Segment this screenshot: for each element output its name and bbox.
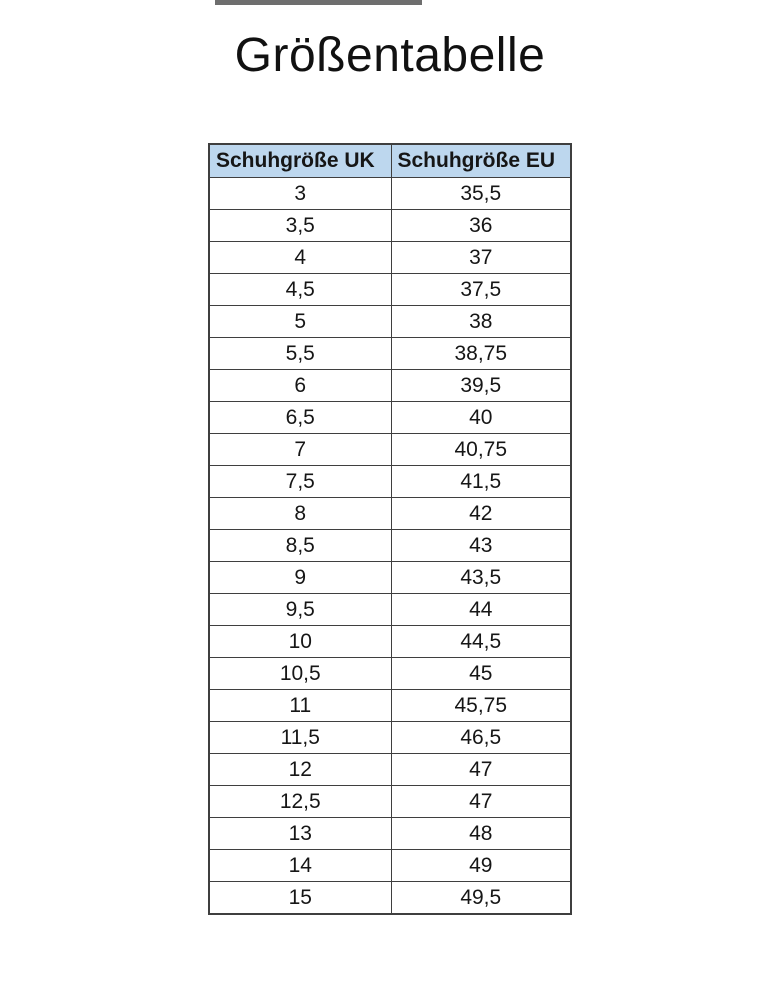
table-cell: 9,5 xyxy=(209,594,391,626)
table-row xyxy=(209,498,571,530)
table-row xyxy=(209,722,571,754)
table-row xyxy=(209,402,571,434)
table-row xyxy=(209,338,571,370)
table-cell: 8 xyxy=(209,498,391,530)
table-row xyxy=(209,690,571,722)
table-cell: 15 xyxy=(209,882,391,915)
table-row xyxy=(209,434,571,466)
table-cell: 14 xyxy=(209,850,391,882)
table-cell: 44 xyxy=(391,594,571,626)
table-cell: 39,5 xyxy=(391,370,571,402)
table-row xyxy=(209,786,571,818)
table-row xyxy=(209,530,571,562)
table-cell: 49,5 xyxy=(391,882,571,915)
table-cell: 5,5 xyxy=(209,338,391,370)
table-cell: 7,5 xyxy=(209,466,391,498)
table-cell: 13 xyxy=(209,818,391,850)
table-cell: 48 xyxy=(391,818,571,850)
table-cell: 35,5 xyxy=(391,178,571,210)
table-body xyxy=(209,178,571,915)
table-row xyxy=(209,850,571,882)
table-cell: 38 xyxy=(391,306,571,338)
table-cell: 12,5 xyxy=(209,786,391,818)
cut-off-top-element xyxy=(215,0,422,5)
table-cell: 43,5 xyxy=(391,562,571,594)
table-row xyxy=(209,370,571,402)
table-header-row xyxy=(209,144,571,178)
table-cell: 37 xyxy=(391,242,571,274)
table-row xyxy=(209,818,571,850)
table-row xyxy=(209,562,571,594)
table-cell: 4 xyxy=(209,242,391,274)
page-title: Größentabelle xyxy=(234,29,546,82)
table-cell: 43 xyxy=(391,530,571,562)
table-row xyxy=(209,594,571,626)
table-row xyxy=(209,210,571,242)
table-row xyxy=(209,466,571,498)
table-cell: 42 xyxy=(391,498,571,530)
table-row xyxy=(209,754,571,786)
table-cell: 46,5 xyxy=(391,722,571,754)
table-row xyxy=(209,658,571,690)
table-cell: 37,5 xyxy=(391,274,571,306)
table-cell: 49 xyxy=(391,850,571,882)
table-cell: 11 xyxy=(209,690,391,722)
shoe-size-table xyxy=(208,143,572,915)
table-row xyxy=(209,626,571,658)
column-header-uk: Schuhgröße UK xyxy=(209,144,391,178)
table-cell: 47 xyxy=(391,786,571,818)
table-cell: 8,5 xyxy=(209,530,391,562)
table-cell: 36 xyxy=(391,210,571,242)
table-cell: 6 xyxy=(209,370,391,402)
table-cell: 6,5 xyxy=(209,402,391,434)
table-cell: 41,5 xyxy=(391,466,571,498)
table-cell: 44,5 xyxy=(391,626,571,658)
table-cell: 5 xyxy=(209,306,391,338)
table-row xyxy=(209,242,571,274)
table-cell: 4,5 xyxy=(209,274,391,306)
table-cell: 40,75 xyxy=(391,434,571,466)
table-cell: 45 xyxy=(391,658,571,690)
table-row xyxy=(209,882,571,915)
table-cell: 10 xyxy=(209,626,391,658)
table-cell: 9 xyxy=(209,562,391,594)
table-cell: 3,5 xyxy=(209,210,391,242)
table-cell: 3 xyxy=(209,178,391,210)
table-cell: 45,75 xyxy=(391,690,571,722)
table-row xyxy=(209,178,571,210)
table-cell: 11,5 xyxy=(209,722,391,754)
table-cell: 40 xyxy=(391,402,571,434)
table-row xyxy=(209,274,571,306)
column-header-eu: Schuhgröße EU xyxy=(391,144,571,178)
table-cell: 47 xyxy=(391,754,571,786)
table-cell: 7 xyxy=(209,434,391,466)
table-cell: 10,5 xyxy=(209,658,391,690)
table-row xyxy=(209,306,571,338)
table-cell: 38,75 xyxy=(391,338,571,370)
table-cell: 12 xyxy=(209,754,391,786)
